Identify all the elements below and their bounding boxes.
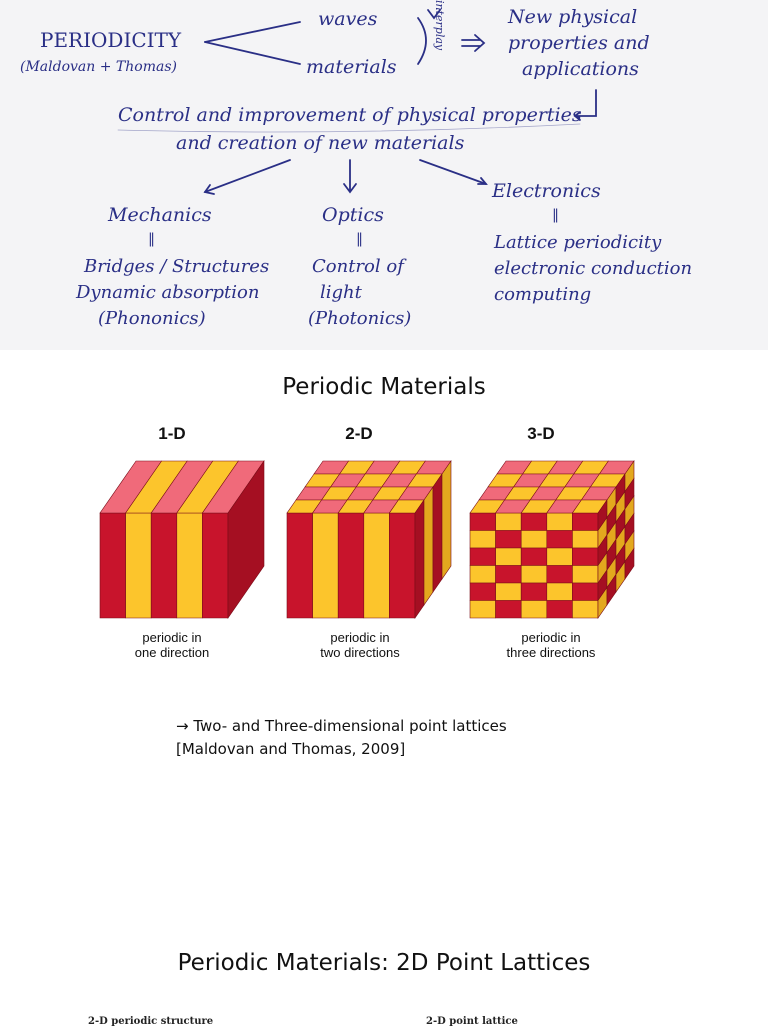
electronics-line3: computing (494, 284, 592, 305)
slide2-right-label: 2-D point lattice (426, 1016, 518, 1027)
optics-line2: light (320, 282, 362, 303)
cube-1d-label: 1-D (158, 424, 186, 443)
electronics-heading: Electronics (492, 180, 601, 202)
interplay-word: interplay (433, 0, 446, 51)
cube-1d-caption-line2: one direction (134, 645, 210, 660)
new-props-line3: applications (522, 58, 639, 80)
cube-1d (100, 461, 264, 618)
periodicity-word: PERIODICITY (40, 28, 182, 52)
reference-line1: → Two- and Three-dimensional point lattices (176, 717, 507, 735)
cube-2d-label: 2-D (345, 424, 373, 443)
mechanics-line3: (Phononics) (98, 308, 206, 329)
mechanics-line1: Bridges / Structures (84, 256, 270, 277)
control-statement-line2: and creation of new materials (176, 132, 465, 154)
waves-word: waves (318, 8, 378, 30)
arrow-to-materials (205, 42, 300, 64)
reference-line2: [Maldovan and Thomas, 2009] (176, 740, 406, 758)
handwritten-notes (0, 0, 768, 350)
optics-heading: Optics (322, 204, 384, 226)
materials-word: materials (306, 56, 397, 78)
arrow-to-electronics (420, 160, 486, 184)
new-props-line2: properties and (508, 32, 650, 54)
electronics-line2: electronic conduction (494, 258, 693, 279)
electronics-line1: Lattice periodicity (494, 232, 662, 253)
cube-3d-caption-line1: periodic in (521, 630, 581, 645)
new-props-line1: New physical (508, 6, 638, 28)
interplay-bracket (418, 18, 426, 64)
implies-arrow (462, 35, 484, 51)
periodicity-reference: (Maldovan + Thomas) (20, 59, 177, 75)
optics-line1: Control of (312, 256, 404, 277)
control-statement-line1: Control and improvement of physical properties (118, 104, 582, 126)
cube-2d (287, 461, 451, 618)
electronics-equals: ‖ (552, 207, 559, 223)
slide2-left-label: 2-D periodic structure (88, 1016, 214, 1027)
arrow-to-waves (205, 22, 300, 42)
mechanics-equals: ‖ (148, 231, 155, 247)
optics-line3: (Photonics) (308, 308, 412, 329)
slide2-title: Periodic Materials: 2D Point Lattices (177, 950, 591, 976)
periodic-cubes-figure (0, 448, 768, 628)
slide1-title: Periodic Materials (282, 374, 486, 400)
cube-3d (470, 461, 634, 618)
cube-1d-caption-line1: periodic in (142, 630, 202, 645)
cube-3d-label: 3-D (527, 424, 555, 443)
optics-equals: ‖ (356, 231, 363, 247)
cube-3d-caption-line2: three directions (506, 645, 596, 660)
mechanics-line2: Dynamic absorption (76, 282, 260, 303)
mechanics-heading: Mechanics (108, 204, 212, 226)
cube-2d-caption-line1: periodic in (330, 630, 390, 645)
cube-2d-caption-line2: two directions (320, 645, 400, 660)
arrow-to-mechanics (205, 160, 290, 192)
